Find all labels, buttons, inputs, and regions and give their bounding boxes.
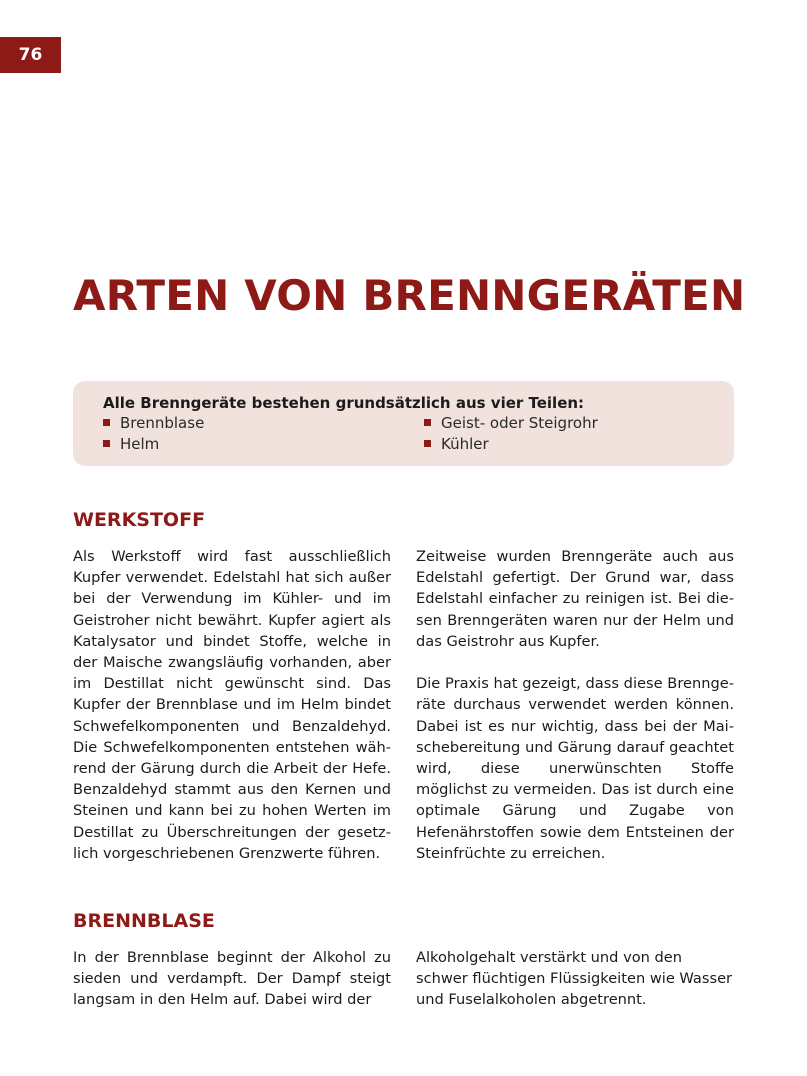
body-paragraph: Alkoholgehalt verstärkt und von den schwer flüchtigen Flüssigkeiten wie Wasser und Fuselalkoholen abgetrennt. bbox=[416, 949, 733, 1009]
info-list-item-label: Brennblase bbox=[120, 414, 205, 432]
square-bullet-icon bbox=[424, 419, 431, 426]
info-list-item bbox=[103, 434, 159, 454]
square-bullet-icon bbox=[103, 419, 110, 426]
werkstoff-right-column bbox=[416, 546, 734, 864]
brennblase-left-column bbox=[73, 947, 391, 1011]
body-paragraph: In der Brennblase beginnt der Alkohol zu sieden und verdampft. Der Dampf steigt langsam in den Helm auf. Dabei wird der bbox=[73, 949, 391, 1009]
brennblase-right-column bbox=[416, 947, 734, 1011]
section-heading-werkstoff: WERKSTOFF bbox=[73, 509, 206, 531]
info-list-item bbox=[103, 413, 204, 433]
info-list-item-label: Geist- oder Steigrohr bbox=[441, 414, 598, 432]
square-bullet-icon bbox=[103, 440, 110, 447]
body-paragraph: Als Werkstoff wird fast ausschließlich Kupfer verwendet. Edelstahl hat sich außer bei der Verwendung im Kühler- und im Geistroher nicht bewährt. Kupfer agiert als Katalysator und bindet Stoffe, welche in der Maische zwangsläufig vorhanden, aber im Destillat nicht gewünscht sind. Das Kupfer der Brennblase und im Helm bindet Schwefelkomponenten und Benzaldehyd. Die Schwefelkomponenten entstehen während der Gärung durch die Arbeit der Hefe. Benzaldehyd stammt aus den Kernen und Steinen und kann bei zu hohen Werten im Destillat zu Überschreitungen der gesetzlich vorgeschriebenen Grenzwerte führen. bbox=[73, 548, 391, 862]
info-list-item-label: Helm bbox=[120, 435, 160, 453]
body-paragraph: Die Praxis hat gezeigt, dass diese Brenngeräte durchaus verwendet werden können. Dabei ist es nur wichtig, dass bei der Maischebereitung und Gärung darauf geachtet wird, diese unerwünschten Stoffe möglichst zu vermeiden. Das ist durch eine optimale Gärung und Zugabe von Hefenährstoffen sowie dem Entsteinen der Steinfrüchte zu erreichen. bbox=[416, 675, 734, 862]
page-number: 76 bbox=[0, 37, 61, 73]
info-list-item bbox=[424, 413, 598, 433]
section-heading-brennblase: BRENNBLASE bbox=[73, 910, 215, 932]
body-paragraph: Zeitweise wurden Brenngeräte auch aus Edelstahl gefertigt. Der Grund war, dass Edelstahl einfacher zu reinigen ist. Bei diesen Brenngeräten waren nur der Helm und das Geistrohr aus Kupfer. bbox=[416, 548, 734, 650]
info-list-item bbox=[424, 434, 489, 454]
info-box-heading: Alle Brenngeräte bestehen grundsätzlich aus vier Teilen: bbox=[103, 394, 585, 412]
page-title: ARTEN VON BRENNGERÄTEN bbox=[73, 271, 746, 320]
werkstoff-left-column bbox=[73, 546, 391, 864]
info-list-item-label: Kühler bbox=[441, 435, 489, 453]
info-box bbox=[73, 381, 734, 466]
square-bullet-icon bbox=[424, 440, 431, 447]
